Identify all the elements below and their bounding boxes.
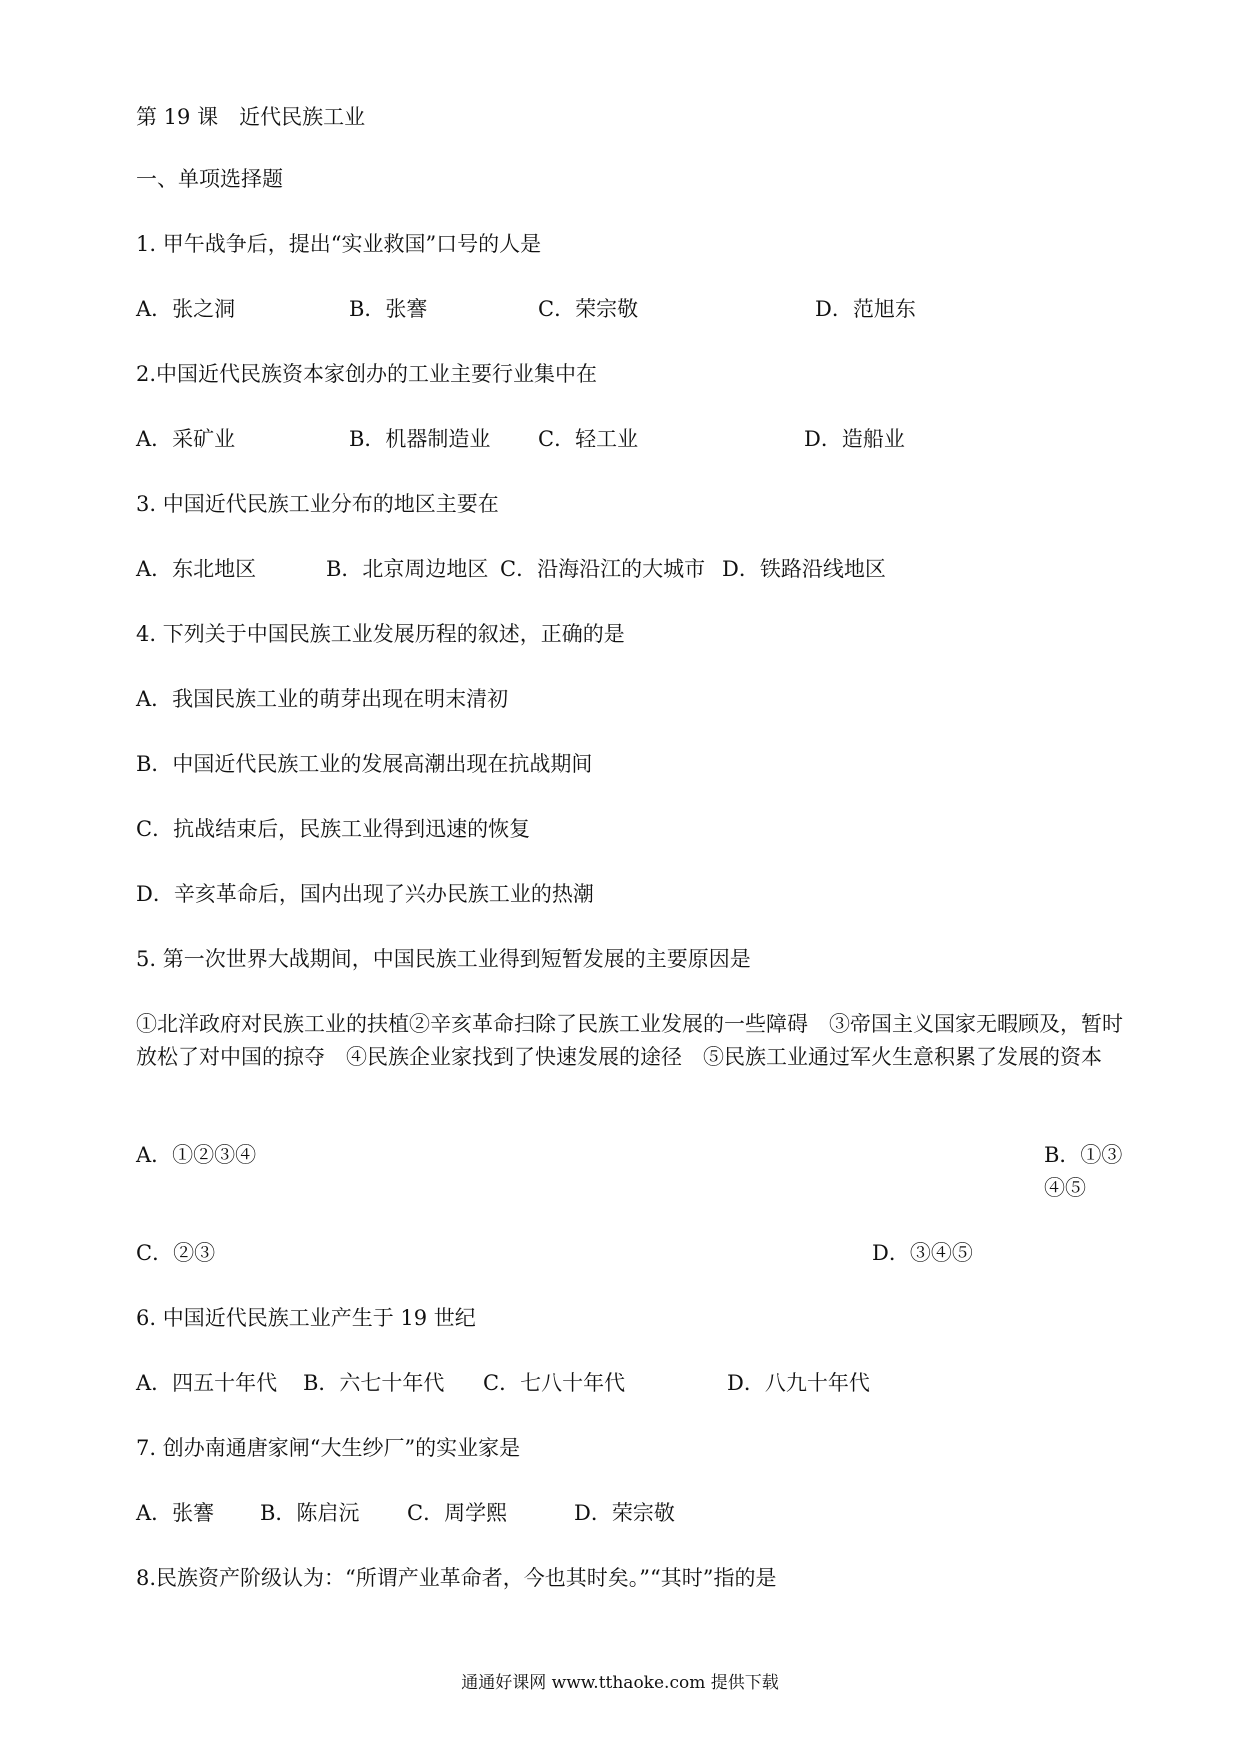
q7-option-a: A．张謇 — [136, 1501, 215, 1525]
question-6-stem: 6. 中国近代民族工业产生于 19 世纪 — [136, 1306, 476, 1330]
q3-option-c: C．沿海沿江的大城市 — [500, 557, 706, 581]
question-4-stem: 4. 下列关于中国民族工业发展历程的叙述，正确的是 — [136, 622, 625, 646]
q6-option-a: A．四五十年代 — [136, 1371, 278, 1395]
q7-option-d: D．荣宗敬 — [574, 1501, 675, 1525]
q5-option-d: D．③④⑤ — [872, 1241, 973, 1265]
q6-option-d: D．八九十年代 — [727, 1371, 870, 1395]
q6-option-c: C．七八十年代 — [483, 1371, 626, 1395]
question-3-stem: 3. 中国近代民族工业分布的地区主要在 — [136, 492, 499, 516]
q3-option-b: B．北京周边地区 — [326, 557, 489, 581]
question-8-stem: 8.民族资产阶级认为：“所谓产业革命者，今也其时矣。”“其时”指的是 — [136, 1566, 777, 1590]
q5-statements: ①北洋政府对民族工业的扶植②辛亥革命扫除了民族工业发展的一些障碍 ③帝国主义国家无暇顾及，暂时放松了对中国的掠夺 ④民族企业家找到了快速发展的途径 ⑤民族工业通过军火生意积累了发展的资本 — [136, 1012, 1123, 1069]
q3-option-d: D．铁路沿线地区 — [722, 557, 886, 581]
section-heading: 一、单项选择题 — [136, 167, 283, 191]
q1-option-b: B．张謇 — [349, 297, 428, 321]
q4-option-a: A．我国民族工业的萌芽出现在明末清初 — [136, 687, 509, 711]
q7-option-b: B．陈启沅 — [260, 1501, 360, 1525]
question-1-stem: 1. 甲午战争后，提出“实业救国”口号的人是 — [136, 232, 542, 256]
q4-option-d: D．辛亥革命后，国内出现了兴办民族工业的热潮 — [136, 882, 594, 906]
q6-option-b: B．六七十年代 — [303, 1371, 445, 1395]
q1-option-d: D．范旭东 — [815, 297, 916, 321]
question-7-stem: 7. 创办南通唐家闸“大生纱厂”的实业家是 — [136, 1436, 521, 1460]
q5-option-c: C．②③ — [136, 1241, 216, 1265]
q2-option-a: A．采矿业 — [136, 427, 236, 451]
q2-option-d: D．造船业 — [804, 427, 905, 451]
q4-option-c: C．抗战结束后，民族工业得到迅速的恢复 — [136, 817, 531, 841]
q1-option-c: C．荣宗敬 — [538, 297, 639, 321]
q5-option-b: B．①③④⑤ — [1044, 1143, 1123, 1200]
lesson-title: 第 19 课 近代民族工业 — [136, 105, 366, 129]
page-footer: 通通好课网 www.tthaoke.com 提供下载 — [461, 1673, 779, 1693]
question-2-stem: 2.中国近代民族资本家创办的工业主要行业集中在 — [136, 362, 598, 386]
q2-option-c: C．轻工业 — [538, 427, 639, 451]
q2-option-b: B．机器制造业 — [349, 427, 491, 451]
q4-option-b: B．中国近代民族工业的发展高潮出现在抗战期间 — [136, 752, 593, 776]
q3-option-a: A．东北地区 — [136, 557, 257, 581]
question-5-stem: 5. 第一次世界大战期间，中国民族工业得到短暂发展的主要原因是 — [136, 947, 751, 971]
q7-option-c: C．周学熙 — [407, 1501, 508, 1525]
q1-option-a: A．张之洞 — [136, 297, 236, 321]
q5-option-a: A．①②③④ — [136, 1143, 257, 1167]
